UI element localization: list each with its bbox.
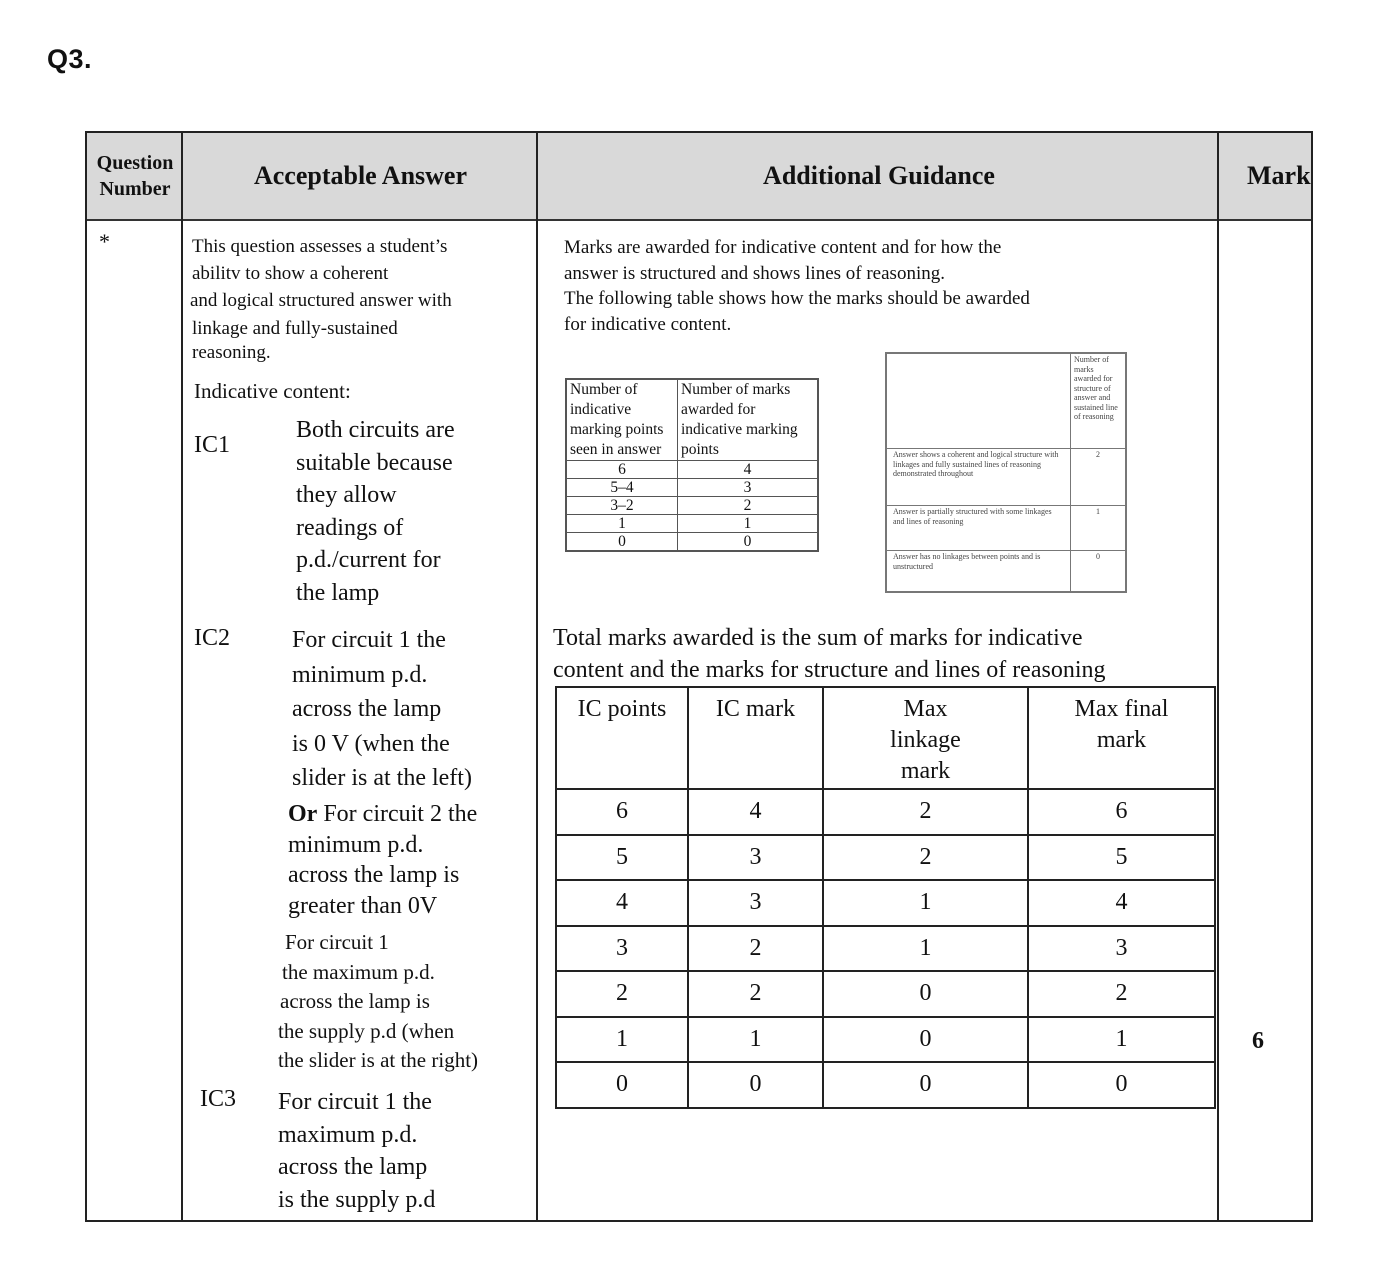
ic3-label: IC3 — [200, 1086, 236, 1112]
ic-line: maximum p.d. — [278, 1121, 418, 1148]
cell: 6 — [566, 461, 678, 479]
cell: Answer is partially structured with some linkages and lines of reasoning — [886, 506, 1071, 551]
table-header-row — [556, 687, 1215, 789]
ic-line: minimum p.d. — [292, 661, 428, 688]
table-row — [566, 515, 818, 533]
cell: 0 — [678, 533, 819, 552]
ic-line: the supply p.d (when — [278, 1018, 455, 1043]
ic-line-text: For circuit 2 the — [323, 801, 478, 827]
cell: 3 — [556, 926, 688, 972]
guidance-intro — [564, 235, 1164, 337]
ic-line: Both circuits are — [296, 417, 455, 443]
ic2-alternative — [288, 799, 477, 921]
ic-line: the maximum p.d. — [282, 959, 435, 984]
ic-line: across the lamp is — [280, 989, 430, 1013]
blank-header-cell — [886, 353, 1071, 449]
summary-marks-table — [555, 686, 1216, 1109]
cell: 1 — [566, 515, 678, 533]
cell: 1 — [823, 880, 1028, 926]
table-row — [556, 880, 1215, 926]
table-row — [556, 1062, 1215, 1108]
header-acceptable-answer — [185, 133, 536, 219]
question-title: Q3. — [47, 44, 93, 74]
cell: 4 — [678, 461, 819, 479]
cell: 0 — [1028, 1062, 1215, 1108]
ic2-label: IC2 — [194, 625, 230, 651]
intro-line: reasoning. — [192, 342, 271, 363]
ic-line: slider is at the left) — [292, 765, 472, 791]
cell: 0 — [566, 533, 678, 552]
header-label: Mark — [1247, 161, 1311, 190]
guidance-line: Marks are awarded for indicative content and for how the — [564, 237, 1002, 258]
question-number-value: * — [99, 229, 110, 254]
ic-line: readings of — [296, 514, 404, 541]
table-row — [886, 449, 1126, 506]
cell: 2 — [823, 835, 1028, 881]
cell: 1 — [1071, 506, 1127, 551]
guidance-line: for indicative content. — [564, 313, 732, 335]
table-row — [556, 971, 1215, 1017]
intro-line: This question assesses a student’s — [192, 236, 448, 257]
column-header: Number of indicative marking points seen in answer — [566, 379, 678, 461]
ic-line: greater than 0V — [288, 892, 438, 919]
cell: 1 — [1028, 1017, 1215, 1063]
structure-marks-table — [885, 352, 1127, 593]
cell: 2 — [688, 971, 823, 1017]
header-label: Question Number — [96, 152, 174, 200]
cell: 0 — [823, 971, 1028, 1017]
ic-line: minimum p.d. — [288, 831, 424, 858]
ic-line: they allow — [296, 482, 397, 508]
guidance-line: Total marks awarded is the sum of marks for indicative — [553, 625, 1083, 651]
header-label: Acceptable Answer — [253, 161, 467, 190]
ic-line: the lamp — [296, 579, 380, 606]
column-header: IC mark — [688, 687, 823, 789]
ic1-label: IC1 — [194, 432, 230, 458]
indicative-content-label: Indicative content: — [194, 379, 351, 403]
ic-line: is the supply p.d — [278, 1186, 436, 1213]
total-marks-text — [553, 622, 1233, 686]
header-label: Additional Guidance — [763, 161, 995, 190]
column-divider — [181, 133, 183, 1220]
answer-intro — [192, 233, 522, 363]
cell: 6 — [1028, 789, 1215, 835]
cell: 1 — [556, 1017, 688, 1063]
table-row — [886, 506, 1126, 551]
ic1-text — [296, 414, 455, 609]
guidance-line: content and the marks for structure and lines of reasoning — [553, 657, 1106, 683]
cell: 5–4 — [566, 479, 678, 497]
cell: 3 — [678, 479, 819, 497]
cell: 2 — [556, 971, 688, 1017]
header-question-number — [87, 133, 183, 219]
table-row — [566, 461, 818, 479]
ic-line: For circuit 1 the — [278, 1089, 432, 1115]
guidance-line: answer is structured and shows lines of reasoning. — [564, 262, 945, 284]
column-header: Max final mark — [1028, 687, 1215, 789]
table-row — [566, 533, 818, 552]
intro-line: linkage and fully-sustained — [192, 318, 398, 339]
table-row — [556, 926, 1215, 972]
table-header-row — [886, 353, 1126, 449]
cell: Answer shows a coherent and logical structure with linkages and fully sustained lines of reasoning demonstrated throughout — [886, 449, 1071, 506]
cell: 1 — [678, 515, 819, 533]
cell: 2 — [688, 926, 823, 972]
table-row — [556, 789, 1215, 835]
cell: 2 — [678, 497, 819, 515]
cell: 2 — [1028, 971, 1215, 1017]
cell: 3 — [688, 835, 823, 881]
intro-line: and logical structured answer with — [190, 290, 452, 311]
column-header: Number of marks awarded for indicative marking points — [678, 379, 819, 461]
cell: 5 — [1028, 835, 1215, 881]
mark-scheme-table — [85, 131, 1313, 1222]
cell: 3 — [688, 880, 823, 926]
cell: 2 — [1071, 449, 1127, 506]
cell: 4 — [688, 789, 823, 835]
header-mark — [1220, 133, 1313, 219]
ic-line: is 0 V (when the — [292, 730, 450, 757]
cell: 3 — [1028, 926, 1215, 972]
table-header-row — [566, 379, 818, 461]
cell: 2 — [823, 789, 1028, 835]
cell: 6 — [556, 789, 688, 835]
table-row — [556, 835, 1215, 881]
ic-line: across the lamp is — [288, 862, 460, 888]
ic-line: across the lamp — [278, 1154, 428, 1180]
intro-line: abilitv to show a coherent — [192, 263, 389, 284]
ic-line: p.d./current for — [296, 547, 441, 573]
ic-line: suitable because — [296, 449, 453, 476]
guidance-line: The following table shows how the marks should be awarded — [564, 288, 1030, 309]
cell: 0 — [1071, 551, 1127, 593]
ic2-text — [292, 623, 472, 796]
ic2-extra — [278, 928, 478, 1076]
ic-line — [288, 799, 477, 830]
column-header: IC points — [556, 687, 688, 789]
mark-value: 6 — [1252, 1028, 1264, 1054]
column-header: Max linkage mark — [823, 687, 1028, 789]
cell: 0 — [823, 1062, 1028, 1108]
ic-line: across the lamp — [292, 696, 442, 722]
cell: 0 — [823, 1017, 1028, 1063]
cell: 4 — [556, 880, 688, 926]
ic-line: For circuit 1 the — [292, 627, 446, 653]
header-additional-guidance — [539, 133, 1219, 219]
indicative-marks-table — [565, 378, 819, 552]
cell: 3–2 — [566, 497, 678, 515]
ic-line: For circuit 1 — [285, 930, 389, 954]
cell: 5 — [556, 835, 688, 881]
column-divider — [536, 133, 538, 1220]
cell: 0 — [688, 1062, 823, 1108]
table-row — [566, 479, 818, 497]
table-row — [556, 1017, 1215, 1063]
table-row — [566, 497, 818, 515]
ic-line: the slider is at the right) — [278, 1048, 479, 1072]
cell: 4 — [1028, 880, 1215, 926]
table-row — [886, 551, 1126, 593]
cell: 0 — [556, 1062, 688, 1108]
or-keyword: Or — [288, 801, 318, 827]
cell: 1 — [823, 926, 1028, 972]
column-header: Number of marks awarded for structure of answer and sustained line of reasoning — [1071, 353, 1127, 449]
cell: Answer has no linkages between points and is unstructured — [886, 551, 1071, 593]
ic3-text — [278, 1086, 435, 1216]
cell: 1 — [688, 1017, 823, 1063]
